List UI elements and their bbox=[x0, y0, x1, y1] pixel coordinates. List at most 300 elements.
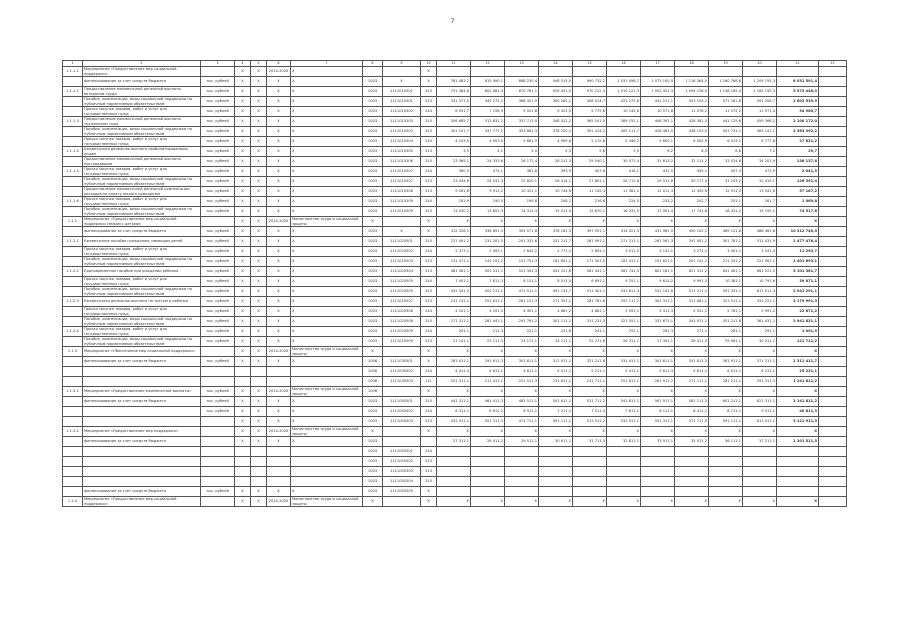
table-cell: 7 811,3 bbox=[471, 277, 505, 287]
table-row bbox=[63, 287, 847, 297]
table-cell: X bbox=[291, 77, 363, 87]
table-cell: X bbox=[235, 437, 251, 447]
table-cell: 312 326,1 bbox=[437, 227, 471, 237]
table-cell bbox=[819, 157, 847, 167]
table-cell: X bbox=[235, 387, 251, 397]
table-cell bbox=[235, 457, 251, 467]
table-cell: X bbox=[235, 107, 251, 117]
table-row bbox=[63, 357, 847, 367]
table-cell: 313 bbox=[421, 127, 437, 137]
table-cell: X bbox=[251, 287, 267, 297]
table-cell: X bbox=[291, 487, 363, 497]
column-number-cell: 22 bbox=[819, 61, 847, 67]
table-cell: 242,7 bbox=[675, 197, 709, 207]
table-cell bbox=[573, 467, 607, 477]
table-cell: 3 121 911,3 bbox=[777, 417, 819, 427]
table-cell: 5,3 bbox=[539, 147, 573, 157]
table-cell bbox=[235, 377, 251, 387]
table-cell: тыс. рублей bbox=[201, 277, 235, 287]
table-cell: 301 781,1 bbox=[709, 237, 743, 247]
table-cell: X bbox=[235, 297, 251, 307]
table-cell bbox=[819, 437, 847, 447]
table-cell: X bbox=[235, 167, 251, 177]
table-cell: тыс. рублей bbox=[201, 87, 235, 97]
table-row bbox=[63, 277, 847, 287]
table-cell: 1 031 098,7 bbox=[607, 77, 641, 87]
table-cell: 641 461,1 bbox=[709, 267, 743, 277]
table-cell: 231 611,1 bbox=[539, 377, 573, 387]
table-cell bbox=[819, 457, 847, 467]
table-cell: 321 511,1 bbox=[709, 297, 743, 307]
table-cell bbox=[819, 377, 847, 387]
table-cell: 1.1.3 bbox=[63, 347, 83, 357]
table-cell bbox=[63, 127, 83, 137]
table-cell bbox=[709, 67, 743, 77]
table-cell: X bbox=[235, 177, 251, 187]
table-cell bbox=[819, 77, 847, 87]
table-row bbox=[63, 267, 847, 277]
table-cell bbox=[777, 487, 819, 497]
table-cell: 5,6 bbox=[573, 147, 607, 157]
table-cell: 2 100 172,0 bbox=[777, 117, 819, 127]
table-cell: X bbox=[421, 217, 437, 227]
table-cell: X bbox=[675, 217, 709, 227]
table-cell: 1111010507 bbox=[383, 177, 421, 187]
table-cell bbox=[505, 67, 539, 77]
table-cell bbox=[819, 297, 847, 307]
table-cell: X bbox=[291, 307, 363, 317]
table-row bbox=[63, 257, 847, 267]
table-cell: Предоставление ежемесячной денежной выплаты ветеранам труда bbox=[83, 87, 201, 97]
table-cell: 406 392,1 bbox=[641, 117, 675, 127]
table-cell bbox=[63, 257, 83, 267]
table-cell: 5 091,1 bbox=[607, 307, 641, 317]
table-cell bbox=[505, 457, 539, 467]
table-cell: X bbox=[291, 357, 363, 367]
table-cell bbox=[63, 417, 83, 427]
table-cell: 348 412,2 bbox=[539, 117, 573, 127]
table-cell: 407,6 bbox=[573, 167, 607, 177]
table-cell: 5 811,1 bbox=[675, 367, 709, 377]
table-cell: 7 158,9 bbox=[471, 107, 505, 117]
table-cell: 1003 bbox=[363, 327, 383, 337]
table-cell bbox=[63, 307, 83, 317]
table-cell: X bbox=[291, 257, 363, 267]
table-cell: 1003 bbox=[363, 97, 383, 107]
table-cell: 261 121,3 bbox=[505, 297, 539, 307]
table-cell: 1003 bbox=[363, 287, 383, 297]
table-cell bbox=[63, 177, 83, 187]
table-cell: 1003 bbox=[363, 157, 383, 167]
table-cell: X bbox=[709, 427, 743, 437]
table-cell: X bbox=[251, 277, 267, 287]
table-cell: X bbox=[251, 67, 267, 77]
table-cell: X bbox=[267, 317, 291, 327]
table-cell: X bbox=[235, 347, 251, 357]
table-cell bbox=[235, 447, 251, 457]
table-cell: X bbox=[709, 347, 743, 357]
column-number-cell: 2 bbox=[83, 61, 201, 67]
table-cell: 561 441,1 bbox=[573, 267, 607, 277]
table-cell: 2014-2020 bbox=[267, 387, 291, 397]
table-cell: 451 311,3 bbox=[471, 417, 505, 427]
table-cell bbox=[819, 137, 847, 147]
table-cell: 313 bbox=[421, 297, 437, 307]
table-cell: тыс. рублей bbox=[201, 167, 235, 177]
table-cell: 301 111,1 bbox=[539, 317, 573, 327]
table-cell: 321 551,1 bbox=[607, 317, 641, 327]
table-cell bbox=[201, 427, 235, 437]
table-cell: 199,8 bbox=[505, 197, 539, 207]
table-cell: 251 811,1 bbox=[607, 377, 641, 387]
table-cell bbox=[437, 457, 471, 467]
column-number-cell: 15 bbox=[573, 61, 607, 67]
table-cell: 2014-2020 bbox=[267, 67, 291, 77]
table-cell: X bbox=[641, 427, 675, 437]
table-cell: 1003 bbox=[363, 237, 383, 247]
table-cell: X bbox=[235, 497, 251, 507]
table-cell bbox=[819, 147, 847, 157]
table-cell: X bbox=[573, 347, 607, 357]
table-row bbox=[63, 157, 847, 167]
table-cell: 2014-2020 bbox=[267, 347, 291, 357]
table-cell: X bbox=[421, 227, 437, 237]
table-cell: тыс. рублей bbox=[201, 317, 235, 327]
table-cell bbox=[251, 457, 267, 467]
table-cell: X bbox=[291, 107, 363, 117]
table-cell: X bbox=[437, 347, 471, 357]
table-cell: 11 572,2 bbox=[709, 107, 743, 117]
table-cell: X bbox=[235, 147, 251, 157]
table-cell: X bbox=[777, 497, 819, 507]
table-cell: X bbox=[363, 497, 383, 507]
table-cell bbox=[819, 117, 847, 127]
table-cell bbox=[607, 457, 641, 467]
table-cell bbox=[539, 477, 573, 487]
table-row bbox=[63, 187, 847, 197]
table-cell: X bbox=[539, 217, 573, 227]
table-cell: Пособие, компенсации, меры социальной поддержки по публичным нормативным обязательствам bbox=[83, 127, 201, 137]
table-cell: 1003 bbox=[363, 77, 383, 87]
table-cell: X bbox=[421, 387, 437, 397]
table-cell: X bbox=[421, 427, 437, 437]
table-cell: 281 761,6 bbox=[573, 297, 607, 307]
table-cell: 36 111,1 bbox=[709, 437, 743, 447]
table-cell: тыс. рублей bbox=[201, 337, 235, 347]
table-cell: Пособие, компенсации, меры социальной поддержки по публичным нормативным обязательствам bbox=[83, 287, 201, 297]
table-cell: 313 bbox=[421, 467, 437, 477]
table-cell: тыс. рублей bbox=[201, 197, 235, 207]
table-row bbox=[63, 77, 847, 87]
table-cell: 251,1 bbox=[607, 327, 641, 337]
table-cell: X bbox=[267, 357, 291, 367]
table-cell: 19 155,1 bbox=[743, 207, 777, 217]
table-cell bbox=[201, 67, 235, 77]
table-cell: 244 bbox=[421, 107, 437, 117]
table-cell bbox=[63, 277, 83, 287]
table-cell: 7,2 bbox=[743, 147, 777, 157]
table-cell: 1111050503 bbox=[383, 467, 421, 477]
table-cell bbox=[201, 467, 235, 477]
table-cell: X bbox=[573, 427, 607, 437]
table-cell: 11 076,2 bbox=[675, 107, 709, 117]
table-cell bbox=[63, 487, 83, 497]
table-cell: 5 101 361,7 bbox=[777, 267, 819, 277]
table-row bbox=[63, 137, 847, 147]
table-cell: X bbox=[251, 187, 267, 197]
table-cell: X bbox=[235, 187, 251, 197]
table-cell: 355 571,8 bbox=[505, 227, 539, 237]
table-cell: X bbox=[267, 177, 291, 187]
table-cell bbox=[709, 467, 743, 477]
table-cell: 22 111,3 bbox=[471, 337, 505, 347]
table-cell: 1111020503 bbox=[383, 257, 421, 267]
table-row bbox=[63, 487, 847, 497]
table-cell: X bbox=[675, 497, 709, 507]
table-cell: 26 414,1 bbox=[539, 177, 573, 187]
table-cell: X bbox=[267, 487, 291, 497]
table-cell: X bbox=[267, 127, 291, 137]
table-cell bbox=[63, 337, 83, 347]
table-cell: 1003 bbox=[363, 417, 383, 427]
table-cell: 1 091,5 bbox=[777, 327, 819, 337]
table-cell: 461 411,3 bbox=[471, 397, 505, 407]
table-cell: 5 531,1 bbox=[675, 307, 709, 317]
table-cell: 426 461,5 bbox=[641, 127, 675, 137]
table-cell: 441 125,6 bbox=[709, 117, 743, 127]
table-cell: 1 241 811,2 bbox=[777, 377, 819, 387]
table-cell: 1111050505 bbox=[383, 487, 421, 497]
table-cell: 1006 bbox=[363, 357, 383, 367]
table-cell: 24 211,1 bbox=[539, 337, 573, 347]
table-cell bbox=[709, 457, 743, 467]
table-cell: 591 331,1 bbox=[709, 287, 743, 297]
table-cell: 32 811,1 bbox=[607, 437, 641, 447]
table-cell: X bbox=[383, 227, 421, 237]
table-cell: 389 152,1 bbox=[607, 117, 641, 127]
table-cell: 4 903,0 bbox=[471, 137, 505, 147]
table-cell: 463 141,1 bbox=[743, 127, 777, 137]
table-row bbox=[63, 177, 847, 187]
table-cell: X bbox=[251, 347, 267, 357]
table-cell: X bbox=[471, 497, 505, 507]
table-cell: 450 102,1 bbox=[675, 227, 709, 237]
table-cell: 1111010504 bbox=[383, 137, 421, 147]
table-cell: 18 431,2 bbox=[709, 207, 743, 217]
table-cell: Пособие, компенсации, меры социальной поддержки по публичным нормативным обязательствам bbox=[83, 177, 201, 187]
table-cell bbox=[201, 377, 235, 387]
table-cell bbox=[201, 477, 235, 487]
table-cell: 1 311 411,7 bbox=[777, 357, 819, 367]
table-cell: 271 351,1 bbox=[539, 297, 573, 307]
table-cell: 281 441,1 bbox=[471, 317, 505, 327]
table-cell: X bbox=[363, 347, 383, 357]
table-cell bbox=[267, 367, 291, 377]
table-cell: 4 291,3 bbox=[471, 307, 505, 317]
table-cell bbox=[819, 477, 847, 487]
table-cell: 5 211,1 bbox=[573, 367, 607, 377]
table-cell bbox=[471, 487, 505, 497]
table-cell: 301 811,1 bbox=[505, 357, 539, 367]
table-cell: 244 bbox=[421, 407, 437, 417]
table-cell: 5 611,3 bbox=[641, 367, 675, 377]
table-cell: 30 611,1 bbox=[539, 437, 573, 447]
table-cell: 138 137,6 bbox=[777, 157, 819, 167]
table-cell bbox=[777, 67, 819, 77]
table-row bbox=[63, 167, 847, 177]
table-cell: тыс. рублей bbox=[201, 117, 235, 127]
table-row bbox=[63, 127, 847, 137]
table-cell: 311 911,1 bbox=[539, 357, 573, 367]
table-cell: 351 211,6 bbox=[709, 317, 743, 327]
table-cell: X bbox=[291, 437, 363, 447]
table-cell: X bbox=[421, 357, 437, 367]
table-cell: 4 881,1 bbox=[573, 307, 607, 317]
table-cell: Прочая закупка товаров, работ и услуг для государственных нужд bbox=[83, 307, 201, 317]
column-number-cell: 8 bbox=[363, 61, 383, 67]
table-cell: тыс. рублей bbox=[201, 207, 235, 217]
column-number-cell: 21 bbox=[777, 61, 819, 67]
column-number-cell: 7 bbox=[291, 61, 363, 67]
table-cell: 211,3 bbox=[471, 327, 505, 337]
table-cell: 8 411,2 bbox=[675, 407, 709, 417]
table-cell: 611 511,1 bbox=[743, 417, 777, 427]
table-cell: 23 365,1 bbox=[437, 157, 471, 167]
table-cell: X bbox=[267, 337, 291, 347]
table-cell: 341 611,1 bbox=[641, 357, 675, 367]
table-cell: 471 711,1 bbox=[505, 417, 539, 427]
table-cell bbox=[675, 487, 709, 497]
table-cell: 6 011,1 bbox=[709, 367, 743, 377]
table-cell: 244 bbox=[421, 247, 437, 257]
table-row bbox=[63, 457, 847, 467]
table-cell: 378 161,3 bbox=[539, 227, 573, 237]
table-cell: 391 414,2 bbox=[573, 127, 607, 137]
table-cell bbox=[709, 487, 743, 497]
table-cell bbox=[539, 467, 573, 477]
table-cell: 191 621,1 bbox=[641, 257, 675, 267]
table-cell: 2 771,1 bbox=[539, 247, 573, 257]
table-cell: 1 010 121,3 bbox=[607, 87, 641, 97]
table-cell: 6 413,1 bbox=[709, 137, 743, 147]
table-cell bbox=[819, 417, 847, 427]
table-cell: 1111010501 bbox=[383, 97, 421, 107]
table-cell bbox=[819, 397, 847, 407]
table-cell: 21 141,1 bbox=[437, 337, 471, 347]
column-number-cell: 12 bbox=[471, 61, 505, 67]
table-cell: тыс. рублей bbox=[201, 267, 235, 277]
table-cell: X bbox=[235, 317, 251, 327]
table-cell: 301 101,7 bbox=[437, 127, 471, 137]
table-cell: X bbox=[291, 197, 363, 207]
table-cell: X bbox=[267, 87, 291, 97]
table-cell: финансирование за счет средств бюджета bbox=[83, 77, 201, 87]
table-cell: 802 081,3 bbox=[471, 87, 505, 97]
table-cell bbox=[743, 447, 777, 457]
table-cell: 5 600,1 bbox=[641, 137, 675, 147]
table-cell: X bbox=[251, 407, 267, 417]
table-cell bbox=[573, 457, 607, 467]
table-cell: X bbox=[251, 157, 267, 167]
table-cell: 271 211,1 bbox=[607, 237, 641, 247]
table-cell: 8 711,1 bbox=[709, 407, 743, 417]
table-cell: X bbox=[267, 257, 291, 267]
table-cell bbox=[63, 157, 83, 167]
table-cell: X bbox=[573, 217, 607, 227]
table-cell: X bbox=[505, 387, 539, 397]
table-cell: 33 911,1 bbox=[641, 437, 675, 447]
table-cell bbox=[201, 347, 235, 357]
table-cell: X bbox=[235, 267, 251, 277]
table-cell bbox=[819, 217, 847, 227]
table-cell: X bbox=[743, 497, 777, 507]
table-cell: 571 711,3 bbox=[675, 417, 709, 427]
table-cell bbox=[267, 377, 291, 387]
table-cell: 471,9 bbox=[743, 167, 777, 177]
table-cell: 1003 bbox=[363, 297, 383, 307]
table-cell: 353 881,3 bbox=[505, 127, 539, 137]
table-cell bbox=[819, 347, 847, 357]
table-cell: 336 891,5 bbox=[471, 227, 505, 237]
table-cell: 291,1 bbox=[743, 327, 777, 337]
table-cell: 244 bbox=[421, 137, 437, 147]
table-cell: 561 911,1 bbox=[641, 397, 675, 407]
table-cell: 1111020505 bbox=[383, 277, 421, 287]
table-cell: 5,0 bbox=[505, 147, 539, 157]
table-cell: 381,8 bbox=[505, 167, 539, 177]
table-cell bbox=[267, 477, 291, 487]
table-cell: X bbox=[777, 427, 819, 437]
table-cell: X bbox=[235, 487, 251, 497]
table-cell: 1 209 155,3 bbox=[743, 77, 777, 87]
table-cell bbox=[63, 227, 83, 237]
table-cell: X bbox=[573, 497, 607, 507]
table-cell: 1006 bbox=[363, 387, 383, 397]
table-cell: 1003 bbox=[363, 277, 383, 287]
table-cell: X bbox=[471, 217, 505, 227]
table-cell: Пособие, компенсации, меры социальной поддержки по публичным нормативным обязательствам bbox=[83, 97, 201, 107]
table-row bbox=[63, 107, 847, 117]
table-cell: Единовременное пособие при рождении ребенка bbox=[83, 267, 201, 277]
table-cell: 291 761,2 bbox=[505, 317, 539, 327]
table-cell bbox=[63, 467, 83, 477]
table-cell: 161 841,1 bbox=[539, 257, 573, 267]
table-cell: Министерство труда и социальной защиты bbox=[291, 347, 363, 357]
table-cell: тыс. рублей bbox=[201, 307, 235, 317]
table-cell: 1003 bbox=[363, 447, 383, 457]
table-cell: 1 116 364,0 bbox=[675, 77, 709, 87]
table-cell: 990 732,2 bbox=[573, 77, 607, 87]
table-cell: 1003 bbox=[363, 127, 383, 137]
table-cell: X bbox=[363, 217, 383, 227]
table-cell bbox=[201, 417, 235, 427]
table-cell: X bbox=[291, 247, 363, 257]
table-cell: 7 401,1 bbox=[437, 277, 471, 287]
table-cell: 10 145,8 bbox=[607, 107, 641, 117]
table-cell: 345 272,2 bbox=[471, 97, 505, 107]
table-cell: 244 bbox=[421, 447, 437, 457]
table-cell: 26 311,1 bbox=[607, 337, 641, 347]
table-cell: 12 911,3 bbox=[709, 187, 743, 197]
table-cell: 1111010509 bbox=[383, 197, 421, 207]
table-cell bbox=[819, 187, 847, 197]
table-cell: тыс. рублей bbox=[201, 297, 235, 307]
table-cell: 9 611,2 bbox=[641, 277, 675, 287]
table-cell bbox=[63, 247, 83, 257]
table-row bbox=[63, 247, 847, 257]
table-cell: 313 bbox=[421, 87, 437, 97]
table-cell: X bbox=[235, 87, 251, 97]
